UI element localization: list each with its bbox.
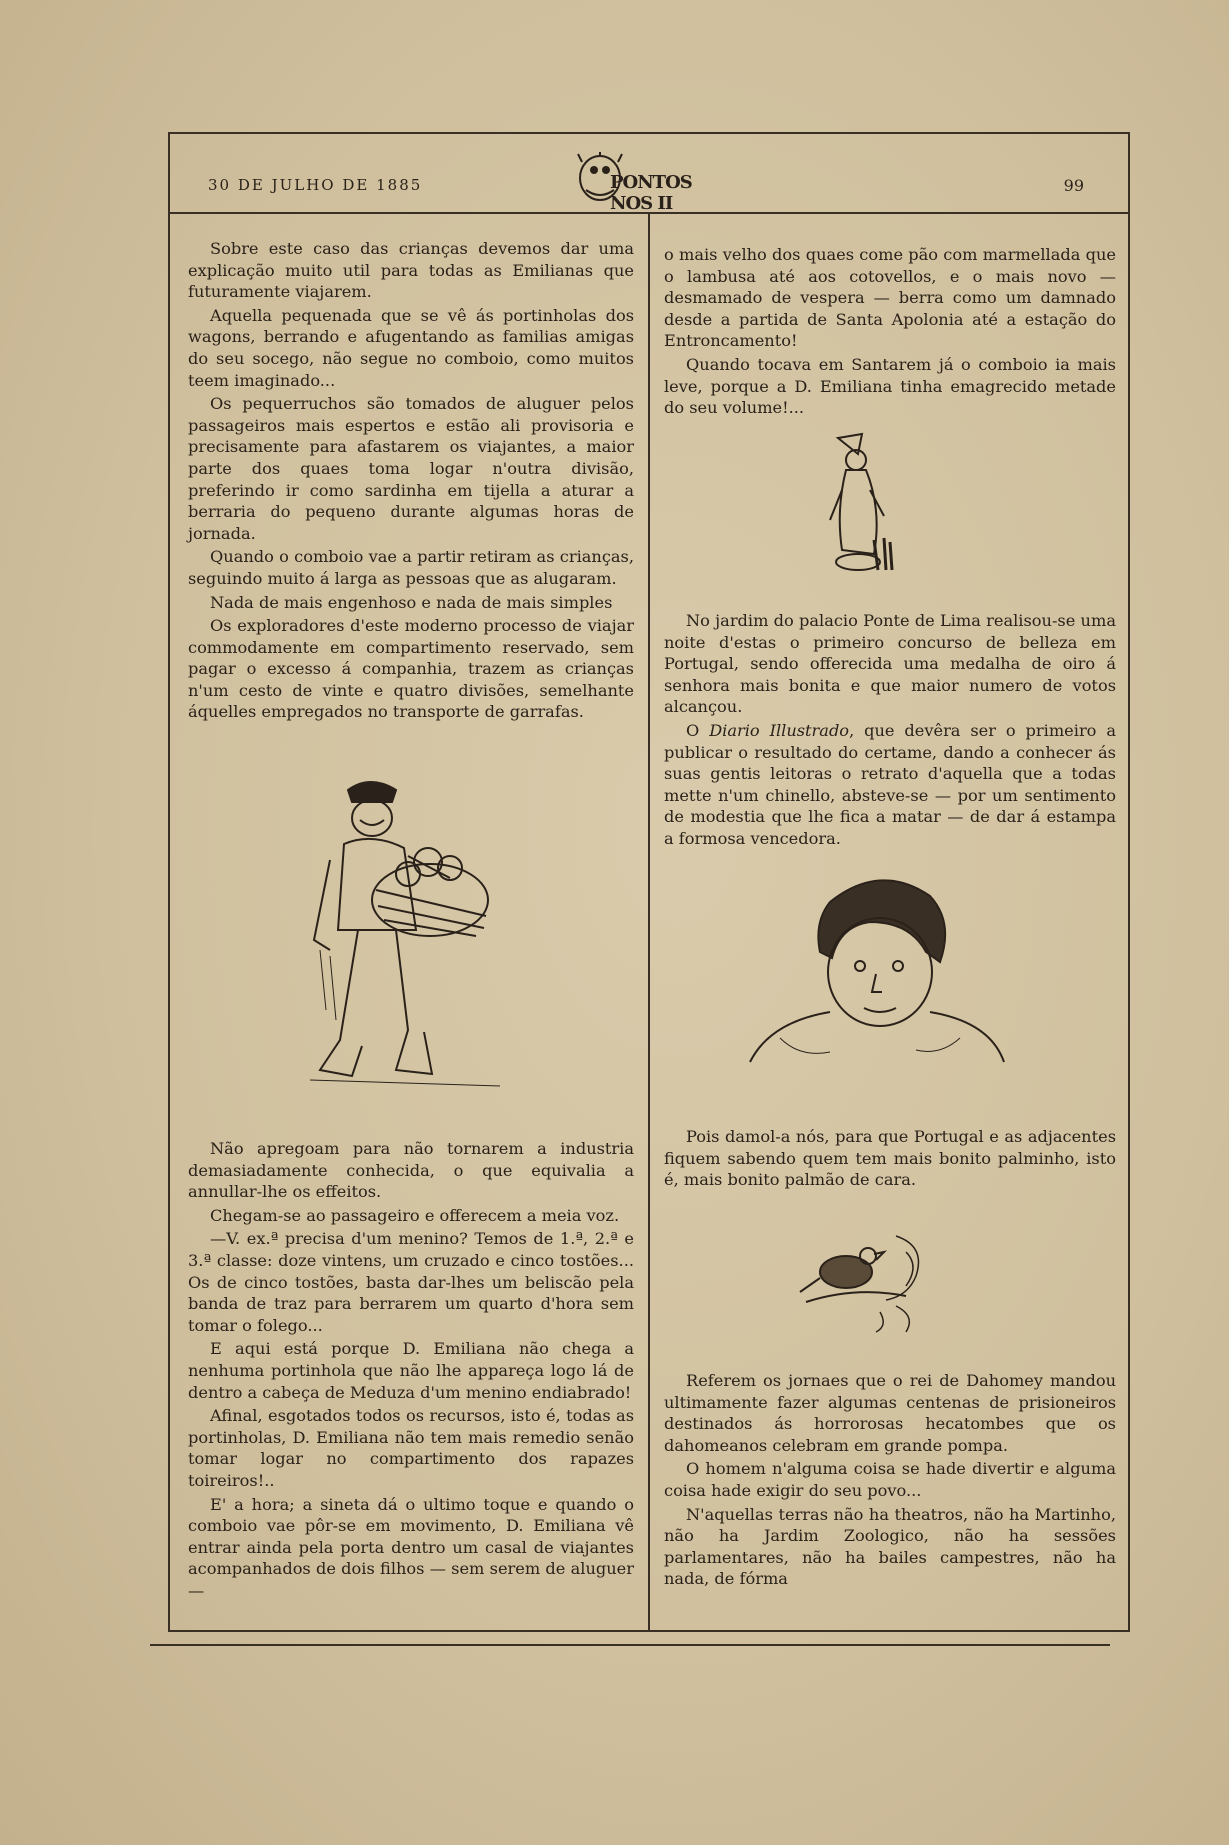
paragraph: E' a hora; a sineta dá o ultimo toque e quando o comboio vae pôr-se em movimento, D. Emiliana vê entrar ainda pela porta dentro um casal de viajantes acompanhados de dois filhos — sem serem de aluguer — — [188, 1494, 634, 1600]
right-column-caption — [664, 1126, 1116, 1193]
paragraph: —V. ex.ª precisa d'um menino? Temos de 1.ª, 2.ª e 3.ª classe: doze vintens, um cruzado e cinco tostões... Os de cinco tostões, basta dar-lhes um beliscão pela banda de traz para berrarem um quarto d'hora sem tomar o folego... — [188, 1229, 634, 1335]
paragraph: Nada de mais engenhoso e nada de mais simples — [210, 592, 613, 612]
paragraph: o mais velho dos quaes come pão com marmellada que o lambusa até aos cotovellos, e o mais novo — desmamado de vespera — berra como um damnado desde a partida de Santa Apolonia até a estação do Entroncamento! — [664, 245, 1116, 351]
paragraph: Referem os jornaes que o rei de Dahomey mandou ultimamente fazer algumas centenas de prisioneiros destinados ás horrorosas hecatombes que os dahomeanos celebram em grande pompa. — [664, 1371, 1116, 1455]
illustration-bird — [796, 1216, 936, 1336]
left-column-bottom — [188, 1138, 634, 1603]
porter-with-babies-icon — [300, 770, 550, 1100]
paragraph: Afinal, esgotados todos os recursos, isto é, todas as portinholas, D. Emiliana não tem mais remedio senão tomar logar no compartimento dos rapazes toireiros!.. — [188, 1406, 634, 1490]
left-column-top — [188, 238, 634, 725]
paragraph: Quando o comboio vae a partir retiram as crianças, seguindo muito á larga as pessoas que as alugaram. — [188, 547, 634, 588]
masthead-title: PONTOS NOS II — [610, 172, 692, 214]
hooded-figure-icon — [818, 430, 908, 580]
newspaper-title: Diario Illustrado — [709, 720, 850, 740]
paragraph: O homem n'alguma coisa se hade divertir e alguma coisa hade exigir do seu povo... — [664, 1459, 1116, 1500]
paragraph: Sobre este caso das crianças devemos dar uma explicação muito util para todas as Emilianas que futuramente viajarem. — [188, 239, 634, 302]
paragraph — [664, 720, 1116, 850]
text-run: , que devêra ser o primeiro a publicar o resultado do certame, dando a conhecer ás suas gentis leitoras o retrato d'aquella que a todas mette n'um chinello, absteve-se — por um sentimento de modestia que lhe fica a matar — de dar á estampa a formosa vencedora. — [664, 720, 1116, 848]
paragraph: E aqui está porque D. Emiliana não chega a nenhuma portinhola que não lhe appareça logo lá de dentro a cabeça de Meduza d'um menino endiabrado! — [188, 1339, 634, 1402]
paragraph: Não apregoam para não tornarem a industria demasiadamente conhecida, o que equivalia a annullar-lhe os effeitos. — [188, 1139, 634, 1202]
paragraph: Os pequerruchos são tomados de aluguer pelos passageiros mais espertos e estão ali provisoria e precisamente para afastarem os viajantes, a maior parte dos quaes toma logar n'outra divisão, preferindo ir como sardinha em tijella a aturar a berraria do pequeno durante algumas horas de jornada. — [188, 394, 634, 543]
paragraph: Os exploradores d'este moderno processo de viajar commodamente em compartimento reservado, sem pagar o excesso á companhia, trazem as crianças n'um cesto de vinte e quatro divisões, semelhante áquelles empregados no transporte de garrafas. — [188, 616, 634, 722]
column-divider — [648, 214, 650, 1632]
woman-portrait-icon — [740, 862, 1010, 1072]
right-column-top — [664, 244, 1116, 421]
right-column-middle — [664, 610, 1116, 852]
bottom-rule — [150, 1644, 1110, 1646]
page-header — [170, 134, 1128, 214]
text-run: O — [686, 720, 710, 740]
paragraph: Aquella pequenada que se vê ás portinholas dos wagons, berrando e afugentando as familias amigas do seu socego, não segue no comboio, como muitos teem imaginado... — [188, 305, 634, 390]
paragraph: Pois damol-a nós, para que Portugal e as adjacentes fiquem sabendo quem tem mais bonito palminho, isto é, mais bonito palmão de cara. — [664, 1127, 1116, 1190]
masthead-logo — [572, 152, 712, 214]
page-number: 99 — [1063, 176, 1084, 195]
issue-date: 30 DE JULHO DE 1885 — [208, 176, 423, 194]
illustration-hooded-figure — [818, 430, 908, 580]
paragraph: Chegam-se ao passageiro e offerecem a meia voz. — [210, 1205, 620, 1225]
illustration-porter-basket — [300, 770, 550, 1100]
paragraph: Quando tocava em Santarem já o comboio ia mais leve, porque a D. Emiliana tinha emagrecido metade do seu volume!... — [664, 354, 1116, 418]
paragraph: N'aquellas terras não ha theatros, não ha Martinho, não ha Jardim Zoologico, não ha sessões parlamentares, não ha bailes campestres, não ha nada, de fórma — [664, 1504, 1116, 1589]
paragraph: No jardim do palacio Ponte de Lima realisou-se uma noite d'estas o primeiro concurso de belleza em Portugal, sendo offerecida uma medalha de oiro á senhora mais bonita e que maior numero de votos alcançou. — [664, 611, 1116, 717]
bird-on-branch-icon — [796, 1216, 936, 1336]
illustration-beauty-winner — [740, 862, 1010, 1072]
right-column-bottom — [664, 1370, 1116, 1592]
